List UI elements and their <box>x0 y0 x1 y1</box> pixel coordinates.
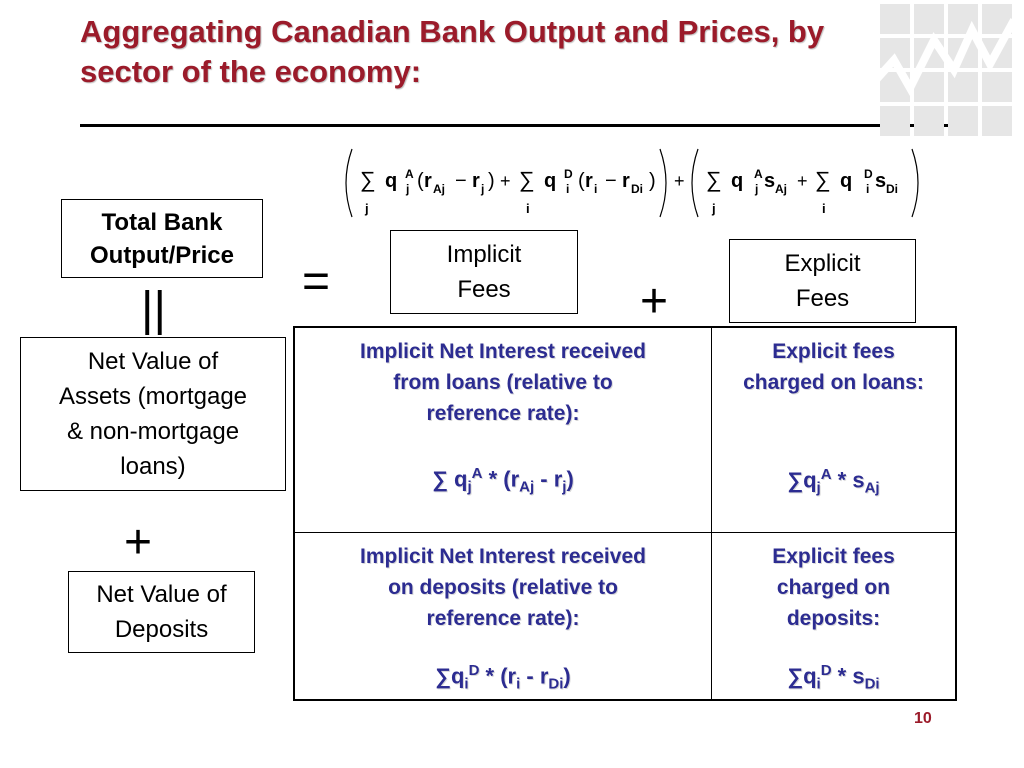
equality-bars: || <box>141 283 166 336</box>
aggregation-formula <box>338 143 928 223</box>
total-bank-output-label: Total Bank Output/Price <box>89 208 234 269</box>
sub-di-1: Di <box>631 182 643 196</box>
explicit-deposits-formula: $\sum q_i^D * s_{Di}$ <box>787 662 880 693</box>
r-symbol-2: r <box>472 170 480 192</box>
explicit-loans-label: Explicit fees charged on loans: <box>743 340 924 394</box>
s-symbol-1: s <box>764 170 776 192</box>
slide-title: Aggregating Canadian Bank Output and Prices, by sector of the economy: <box>80 14 825 89</box>
equals-sign: = <box>302 255 331 308</box>
sup-d-1: D <box>564 167 573 181</box>
plus-2: + <box>674 171 685 191</box>
net-assets-label: Net Value of Assets (mortgage & non-mortgage loans) <box>58 348 248 480</box>
explicit-fees-label: Explicit Fees <box>784 250 861 312</box>
total-bank-output-box <box>61 199 263 278</box>
net-deposits-box <box>68 571 255 653</box>
plus-sign-top: + <box>640 275 669 328</box>
sub-j-1: j <box>406 182 410 196</box>
sum-symbol-3: ∑ <box>706 167 722 192</box>
implicit-deposits-label: Implicit Net Interest received on deposits (relative to reference rate): <box>360 545 646 630</box>
sum-index-2: i <box>526 201 530 216</box>
q-symbol-3: q <box>731 170 744 192</box>
sum-symbol-1: ∑ <box>360 167 376 192</box>
s-symbol-2: s <box>875 170 887 192</box>
paren-open-1: ( <box>417 170 424 192</box>
sub-i-2: i <box>594 182 598 196</box>
cell-explicit-loans <box>712 327 957 533</box>
q-symbol-1: q <box>385 170 398 192</box>
r-symbol-1: r <box>424 170 432 192</box>
implicit-deposits-formula: $\sum q_i^D * (r_i - r_{Di})$ <box>435 662 571 693</box>
sub-i-3: i <box>866 182 870 196</box>
sub-j-3: j <box>755 182 759 196</box>
net-assets-box <box>20 337 286 491</box>
paren-close-2: ) <box>649 170 656 192</box>
implicit-fees-box <box>390 230 578 314</box>
sum-index-3: j <box>712 201 716 216</box>
plus-3: + <box>797 171 808 191</box>
sup-a-2: A <box>754 167 763 181</box>
q-symbol-4: q <box>840 170 853 192</box>
minus-1: − <box>455 170 467 192</box>
implicit-fees-label: Implicit Fees <box>446 241 522 303</box>
sum-symbol-4: ∑ <box>815 167 831 192</box>
cell-implicit-deposits <box>294 533 712 700</box>
paren-open-2: ( <box>578 170 585 192</box>
sum-symbol-2: ∑ <box>519 167 535 192</box>
table-row-loans <box>294 327 956 533</box>
plus-sign-left: + <box>124 516 153 569</box>
cell-explicit-deposits <box>712 533 957 700</box>
minus-2: − <box>605 170 617 192</box>
sub-di-2: Di <box>886 182 898 196</box>
plus-1: + <box>500 171 511 191</box>
explicit-fees-box <box>729 239 916 323</box>
sub-aj-1: Aj <box>433 182 445 196</box>
sup-d-2: D <box>864 167 873 181</box>
implicit-loans-label: Implicit Net Interest received from loans (relative to reference rate): <box>360 340 646 425</box>
paren-close-1: ) <box>488 170 495 192</box>
table-row-deposits <box>294 533 956 700</box>
sub-j-2: j <box>481 182 485 196</box>
sup-a-1: A <box>405 167 414 181</box>
cell-implicit-loans <box>294 327 712 533</box>
explicit-deposits-label: Explicit fees charged on deposits: <box>772 545 895 630</box>
sum-index-4: i <box>822 201 826 216</box>
chart-logo-icon <box>874 0 1024 150</box>
r-symbol-3: r <box>585 170 593 192</box>
sub-aj-2: Aj <box>775 182 787 196</box>
title-underline <box>80 124 948 127</box>
net-deposits-label: Net Value of Deposits <box>96 581 227 643</box>
page-number: 10 <box>914 710 932 727</box>
sum-index-1: j <box>365 201 369 216</box>
q-symbol-2: q <box>544 170 557 192</box>
sub-i-1: i <box>566 182 570 196</box>
r-symbol-4: r <box>622 170 630 192</box>
implicit-loans-formula: ∑ $q_j^A * (r_{Aj} - r_j)$ <box>432 465 574 496</box>
explicit-loans-formula: $\sum q_j^A * s_{Aj}$ <box>787 466 880 497</box>
fee-breakdown-table <box>293 326 957 701</box>
